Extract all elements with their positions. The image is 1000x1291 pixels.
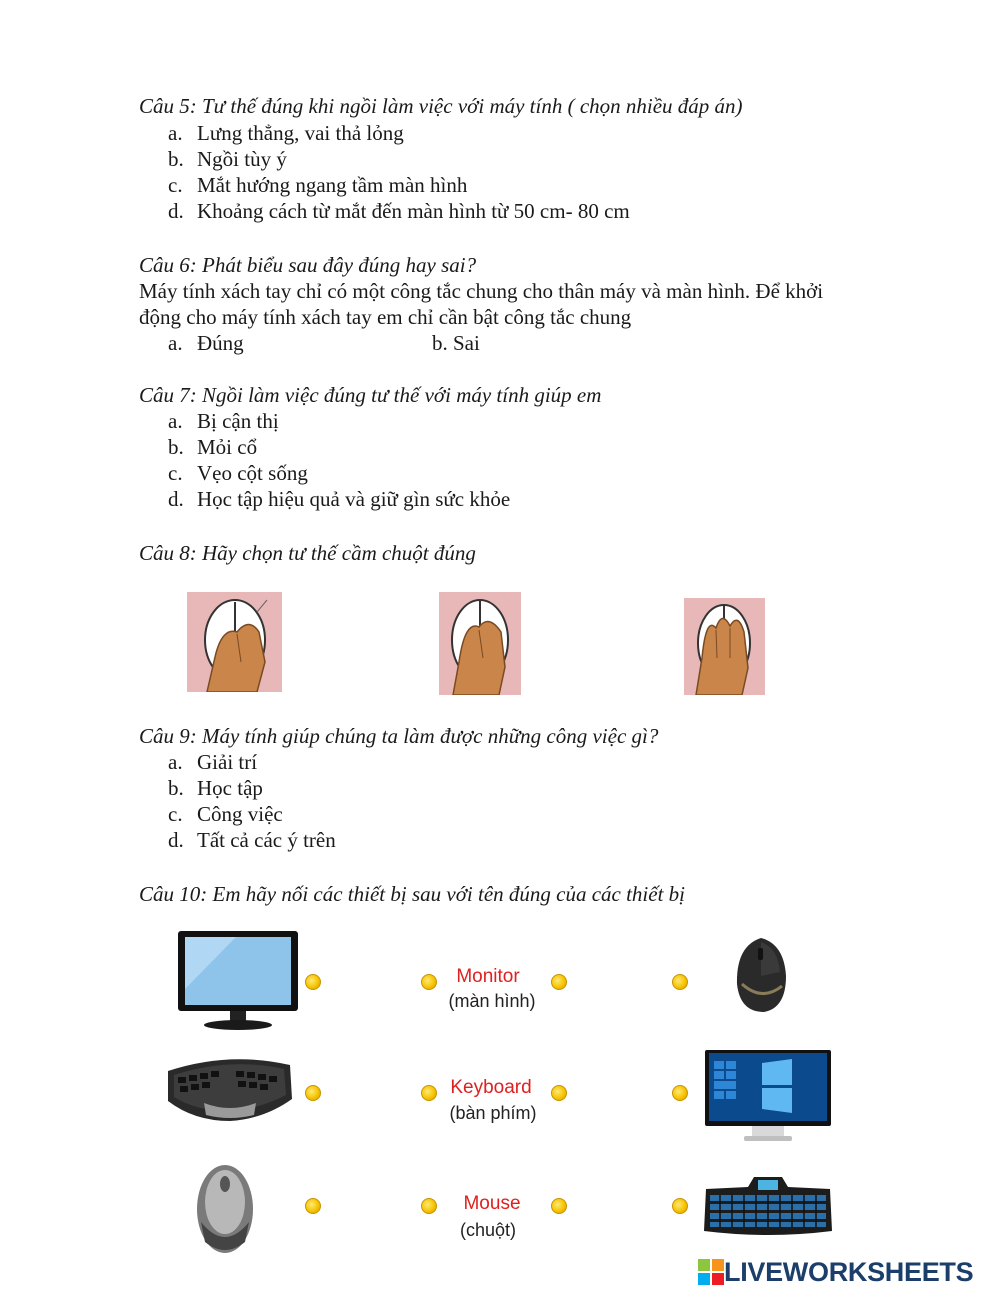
option-text: Tất cả các ý trên: [197, 828, 336, 852]
option-text: Học tập: [197, 776, 263, 800]
label-keyboard: Keyboard: [450, 1077, 532, 1098]
mouse-image-left: [193, 1162, 257, 1257]
match-dot-right-3[interactable]: [672, 1198, 688, 1214]
option-text: Giải trí: [197, 750, 258, 774]
liveworksheets-icon: [698, 1259, 724, 1285]
liveworksheets-logo: [698, 1257, 973, 1287]
label-monitor: Monitor: [456, 966, 520, 987]
mouse-image-right: [734, 936, 788, 1014]
option-letter: a.: [168, 409, 183, 433]
q9-option-b[interactable]: [168, 775, 263, 801]
option-letter: a.: [168, 331, 183, 355]
option-letter: a.: [168, 121, 183, 145]
option-letter: a.: [168, 750, 183, 774]
match-dot-right-2[interactable]: [672, 1085, 688, 1101]
option-letter: c.: [168, 802, 183, 826]
monitor-image: [176, 929, 300, 1032]
q7-option-c[interactable]: [168, 460, 308, 486]
match-dot-left-2[interactable]: [305, 1085, 321, 1101]
q7-option-b[interactable]: [168, 434, 257, 460]
option-letter: b.: [168, 147, 184, 171]
option-text: Sai: [453, 331, 480, 355]
label-monitor-vi: (màn hình): [448, 991, 536, 1011]
gaming-keyboard-image: [702, 1173, 834, 1239]
keyboard-image: [164, 1051, 294, 1124]
windows-monitor-image: [704, 1049, 832, 1143]
q5-option-a[interactable]: [168, 120, 404, 146]
question-7-title: Câu 7: Ngồi làm việc đúng tư thế với máy tính giúp em: [139, 383, 602, 407]
option-text: Đúng: [197, 331, 244, 355]
q9-option-a[interactable]: [168, 749, 257, 775]
option-text: Lưng thẳng, vai thả lỏng: [197, 121, 404, 145]
label-keyboard-vi: (bàn phím): [449, 1103, 537, 1123]
option-text: Mỏi cổ: [197, 435, 258, 459]
option-text: Mắt hướng ngang tầm màn hình: [197, 173, 468, 197]
match-dot-left-1[interactable]: [305, 974, 321, 990]
question-6-title: Câu 6: Phát biểu sau đây đúng hay sai?: [139, 253, 477, 277]
q9-option-d[interactable]: [168, 827, 336, 853]
match-dot-right-1[interactable]: [672, 974, 688, 990]
option-text: Ngồi tùy ý: [197, 147, 287, 171]
option-text: Học tập hiệu quả và giữ gìn sức khỏe: [197, 487, 511, 511]
mouse-grip-image-2[interactable]: [439, 592, 521, 695]
label-mouse-vi: (chuột): [459, 1220, 517, 1240]
match-dot-left-3[interactable]: [305, 1198, 321, 1214]
mouse-grip-image-1[interactable]: [187, 592, 282, 692]
q6-statement-line-2: động cho máy tính xách tay em chỉ cần bật công tắc chung: [139, 305, 632, 329]
option-letter: b.: [168, 435, 184, 459]
option-letter: d.: [168, 487, 184, 511]
q6-option-b[interactable]: [432, 330, 480, 356]
question-5-title: Câu 5: Tư thế đúng khi ngồi làm việc với máy tính ( chọn nhiều đáp án): [139, 94, 743, 118]
q7-option-a[interactable]: [168, 408, 279, 434]
option-text: Vẹo cột sống: [197, 461, 308, 485]
option-text: Khoảng cách từ mắt đến màn hình từ 50 cm- 80 cm: [197, 199, 630, 223]
question-8-title: Câu 8: Hãy chọn tư thế cầm chuột đúng: [139, 541, 476, 565]
question-10-title: Câu 10: Em hãy nối các thiết bị sau với tên đúng của các thiết bị: [139, 882, 686, 906]
option-letter: b.: [432, 331, 448, 355]
q5-option-b[interactable]: [168, 146, 287, 172]
brand-name: LIVEWORKSHEETS: [724, 1256, 974, 1287]
option-letter: b.: [168, 776, 184, 800]
option-letter: c.: [168, 461, 183, 485]
mouse-grip-image-3[interactable]: [684, 598, 765, 695]
q6-option-a[interactable]: [168, 330, 244, 356]
q6-statement-line-1: Máy tính xách tay chỉ có một công tắc chung cho thân máy và màn hình. Để khởi: [139, 279, 824, 303]
option-letter: d.: [168, 199, 184, 223]
option-text: Công việc: [197, 802, 283, 826]
q5-option-d[interactable]: [168, 198, 630, 224]
question-9-title: Câu 9: Máy tính giúp chúng ta làm được những công việc gì?: [139, 724, 659, 748]
q9-option-c[interactable]: [168, 801, 283, 827]
q5-option-c[interactable]: [168, 172, 467, 198]
option-letter: d.: [168, 828, 184, 852]
option-letter: c.: [168, 173, 183, 197]
label-mouse: Mouse: [463, 1193, 521, 1214]
option-text: Bị cận thị: [197, 409, 279, 433]
q7-option-d[interactable]: [168, 486, 510, 512]
